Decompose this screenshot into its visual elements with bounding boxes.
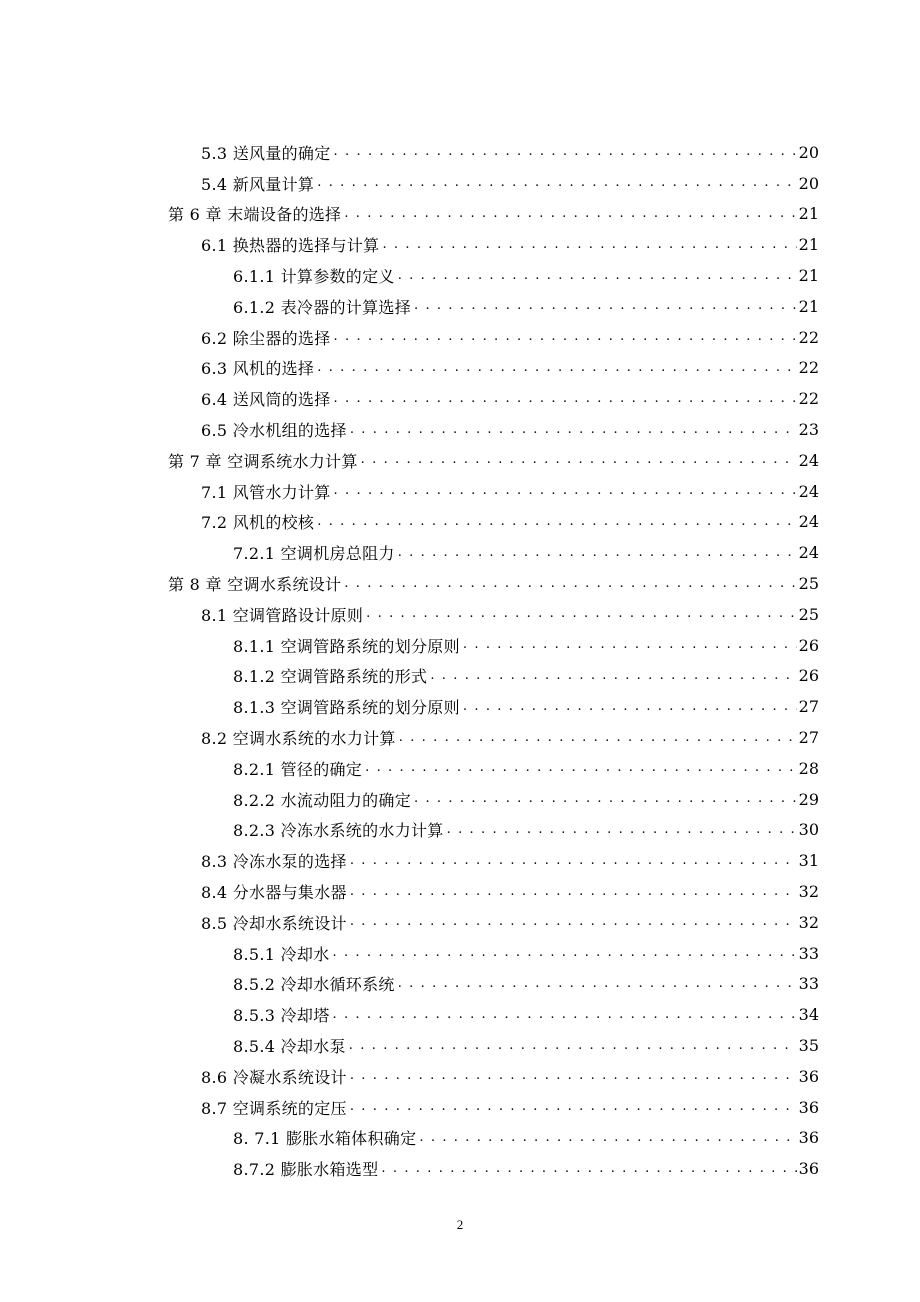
- toc-entry-page: 28: [798, 758, 819, 778]
- toc-entry-title: 第 6 章 末端设备的选择: [168, 205, 342, 225]
- toc-entry-page: 21: [798, 235, 819, 255]
- toc-entry-title: 6.1.1 计算参数的定义: [233, 267, 395, 287]
- toc-entry-title: 8. 7.1 膨胀水箱体积确定: [233, 1129, 417, 1149]
- toc-entry-title: 6.2 除尘器的选择: [201, 328, 331, 348]
- toc-entry[interactable]: [0, 291, 920, 322]
- toc-entry-page: 32: [798, 882, 819, 902]
- toc-entry[interactable]: [0, 784, 920, 815]
- toc-dot-leader: [414, 296, 797, 316]
- toc-entry-title: 8.2.1 管径的确定: [233, 759, 363, 779]
- toc-entry[interactable]: [0, 969, 920, 1000]
- toc-dot-leader: [381, 1159, 796, 1179]
- toc-entry-title: 5.3 送风量的确定: [201, 143, 331, 163]
- toc-dot-leader: [399, 728, 797, 748]
- toc-entry-page: 33: [798, 943, 819, 963]
- table-of-contents: [0, 137, 920, 1184]
- toc-entry-title: 8.5.4 冷却水泵: [233, 1037, 346, 1056]
- toc-dot-leader: [419, 1128, 796, 1148]
- toc-entry-page: 36: [798, 1066, 819, 1086]
- toc-dot-leader: [463, 697, 797, 717]
- toc-entry[interactable]: [0, 907, 920, 938]
- toc-dot-leader: [344, 574, 796, 594]
- toc-entry[interactable]: [0, 1030, 920, 1061]
- toc-entry-page: 22: [798, 358, 819, 378]
- toc-dot-leader: [350, 882, 797, 902]
- toc-entry-page: 20: [798, 142, 819, 162]
- toc-entry-page: 25: [798, 574, 819, 594]
- toc-dot-leader: [398, 974, 797, 994]
- toc-dot-leader: [350, 420, 797, 440]
- toc-entry-title: 6.1 换热器的选择与计算: [201, 236, 380, 256]
- toc-entry[interactable]: [0, 599, 920, 630]
- toc-entry-title: 8.1.2 空调管路系统的形式: [233, 667, 428, 687]
- toc-entry[interactable]: [0, 322, 920, 353]
- toc-entry-page: 22: [798, 389, 819, 409]
- toc-entry[interactable]: [0, 476, 920, 507]
- toc-entry[interactable]: [0, 445, 920, 476]
- toc-entry-title: 8.5 冷却水系统设计: [201, 913, 347, 933]
- toc-entry-page: 21: [798, 204, 819, 224]
- toc-entry-page: 22: [798, 327, 819, 347]
- toc-entry-page: 24: [798, 512, 819, 532]
- toc-entry[interactable]: [0, 753, 920, 784]
- toc-entry-title: 8.4 分水器与集水器: [201, 883, 347, 903]
- toc-dot-leader: [382, 235, 796, 255]
- toc-entry-page: 26: [798, 635, 819, 655]
- toc-entry-title: 8.5.1 冷却水: [233, 944, 330, 964]
- toc-entry-title: 6.1.2 表冷器的计算选择: [233, 297, 411, 317]
- toc-entry[interactable]: [0, 938, 920, 969]
- toc-entry[interactable]: [0, 630, 920, 661]
- toc-entry-title: 7.2 风机的校核: [201, 513, 315, 533]
- toc-entry-page: 29: [798, 789, 819, 809]
- toc-dot-leader: [334, 142, 797, 162]
- toc-dot-leader: [398, 543, 797, 563]
- toc-entry[interactable]: [0, 507, 920, 538]
- toc-entry-title: 7.1 风管水力计算: [201, 482, 331, 502]
- toc-entry-page: 23: [798, 420, 819, 440]
- toc-dot-leader: [463, 635, 797, 655]
- toc-dot-leader: [447, 820, 797, 840]
- toc-entry[interactable]: [0, 815, 920, 846]
- toc-entry-page: 34: [798, 1005, 819, 1025]
- toc-entry-page: 21: [798, 296, 819, 316]
- toc-dot-leader: [334, 481, 797, 501]
- toc-entry[interactable]: [0, 1153, 920, 1184]
- toc-entry-title: 7.2.1 空调机房总阻力: [233, 544, 395, 564]
- toc-dot-leader: [344, 204, 796, 224]
- toc-entry-page: 36: [798, 1097, 819, 1117]
- toc-entry[interactable]: [0, 537, 920, 568]
- toc-dot-leader: [361, 450, 797, 470]
- toc-dot-leader: [317, 173, 796, 193]
- toc-entry-title: 8.2 空调水系统的水力计算: [201, 729, 396, 749]
- toc-entry-title: 8.2.3 冷冻水系统的水力计算: [233, 821, 444, 841]
- toc-entry-title: 6.4 送风筒的选择: [201, 390, 331, 410]
- toc-entry-title: 8.1 空调管路设计原则: [201, 605, 364, 625]
- toc-entry-page: 31: [798, 851, 819, 871]
- toc-entry[interactable]: [0, 199, 920, 230]
- toc-dot-leader: [334, 327, 797, 347]
- toc-dot-leader: [333, 943, 797, 963]
- toc-entry-title: 8.1.3 空调管路系统的划分原则: [233, 698, 460, 718]
- toc-entry[interactable]: [0, 1092, 920, 1123]
- toc-entry-page: 36: [798, 1159, 819, 1179]
- toc-entry-page: 24: [798, 543, 819, 563]
- toc-entry-title: 8.1.1 空调管路系统的划分原则: [233, 636, 460, 656]
- toc-entry-title: 8.2.2 水流动阻力的确定: [233, 790, 411, 810]
- toc-entry-page: 21: [798, 266, 819, 286]
- toc-dot-leader: [317, 358, 796, 378]
- toc-entry-page: 26: [798, 666, 819, 686]
- toc-dot-leader: [350, 1097, 797, 1117]
- page-number: 2: [456, 1217, 464, 1232]
- toc-entry-page: 24: [798, 481, 819, 501]
- toc-entry-title: 8.6 冷凝水系统设计: [201, 1067, 347, 1087]
- toc-entry[interactable]: [0, 661, 920, 692]
- toc-entry-page: 36: [798, 1128, 819, 1148]
- toc-entry[interactable]: [0, 414, 920, 445]
- toc-entry[interactable]: [0, 137, 920, 168]
- toc-entry[interactable]: [0, 1061, 920, 1092]
- toc-dot-leader: [365, 758, 797, 778]
- toc-dot-leader: [430, 666, 796, 686]
- toc-dot-leader: [350, 912, 797, 932]
- toc-dot-leader: [366, 604, 797, 624]
- toc-entry[interactable]: [0, 722, 920, 753]
- toc-entry-page: 33: [798, 974, 819, 994]
- toc-entry-title: 5.4 新风量计算: [201, 174, 315, 194]
- toc-dot-leader: [333, 1005, 797, 1025]
- toc-entry-title: 第 8 章 空调水系统设计: [168, 575, 342, 595]
- toc-entry[interactable]: [0, 999, 920, 1030]
- toc-entry[interactable]: [0, 1123, 920, 1154]
- toc-entry-page: 27: [798, 697, 819, 717]
- toc-entry-title: 第 7 章 空调系统水力计算: [168, 451, 358, 471]
- toc-entry[interactable]: [0, 383, 920, 414]
- toc-entry[interactable]: [0, 876, 920, 907]
- toc-entry-title: 8.7.2 膨胀水箱选型: [233, 1160, 379, 1180]
- toc-entry-page: 24: [798, 450, 819, 470]
- toc-dot-leader: [350, 1066, 797, 1086]
- toc-entry-page: 25: [798, 604, 819, 624]
- toc-entry-title: 8.5.3 冷却塔: [233, 1006, 330, 1026]
- toc-entry-title: 6.3 风机的选择: [201, 359, 315, 379]
- toc-entry[interactable]: [0, 260, 920, 291]
- toc-entry-page: 30: [798, 820, 819, 840]
- toc-entry-title: 8.3 冷冻水泵的选择: [201, 852, 347, 872]
- toc-entry-page: 27: [798, 728, 819, 748]
- toc-entry-title: 6.5 冷水机组的选择: [201, 421, 347, 441]
- toc-dot-leader: [350, 851, 797, 871]
- toc-dot-leader: [317, 512, 796, 532]
- toc-entry-page: 35: [798, 1036, 819, 1055]
- toc-entry[interactable]: [0, 691, 920, 722]
- toc-entry-title: 8.5.2 冷却水循环系统: [233, 975, 395, 995]
- toc-entry-page: 32: [798, 912, 819, 932]
- toc-entry-page: 20: [798, 173, 819, 193]
- toc-entry[interactable]: [0, 353, 920, 384]
- toc-entry-title: 8.7 空调系统的定压: [201, 1098, 347, 1118]
- toc-entry[interactable]: [0, 845, 920, 876]
- toc-entry[interactable]: [0, 568, 920, 599]
- toc-dot-leader: [334, 389, 797, 409]
- toc-dot-leader: [398, 266, 797, 286]
- toc-entry[interactable]: [0, 168, 920, 199]
- toc-entry[interactable]: [0, 229, 920, 260]
- toc-dot-leader: [349, 1036, 797, 1056]
- toc-dot-leader: [414, 789, 797, 809]
